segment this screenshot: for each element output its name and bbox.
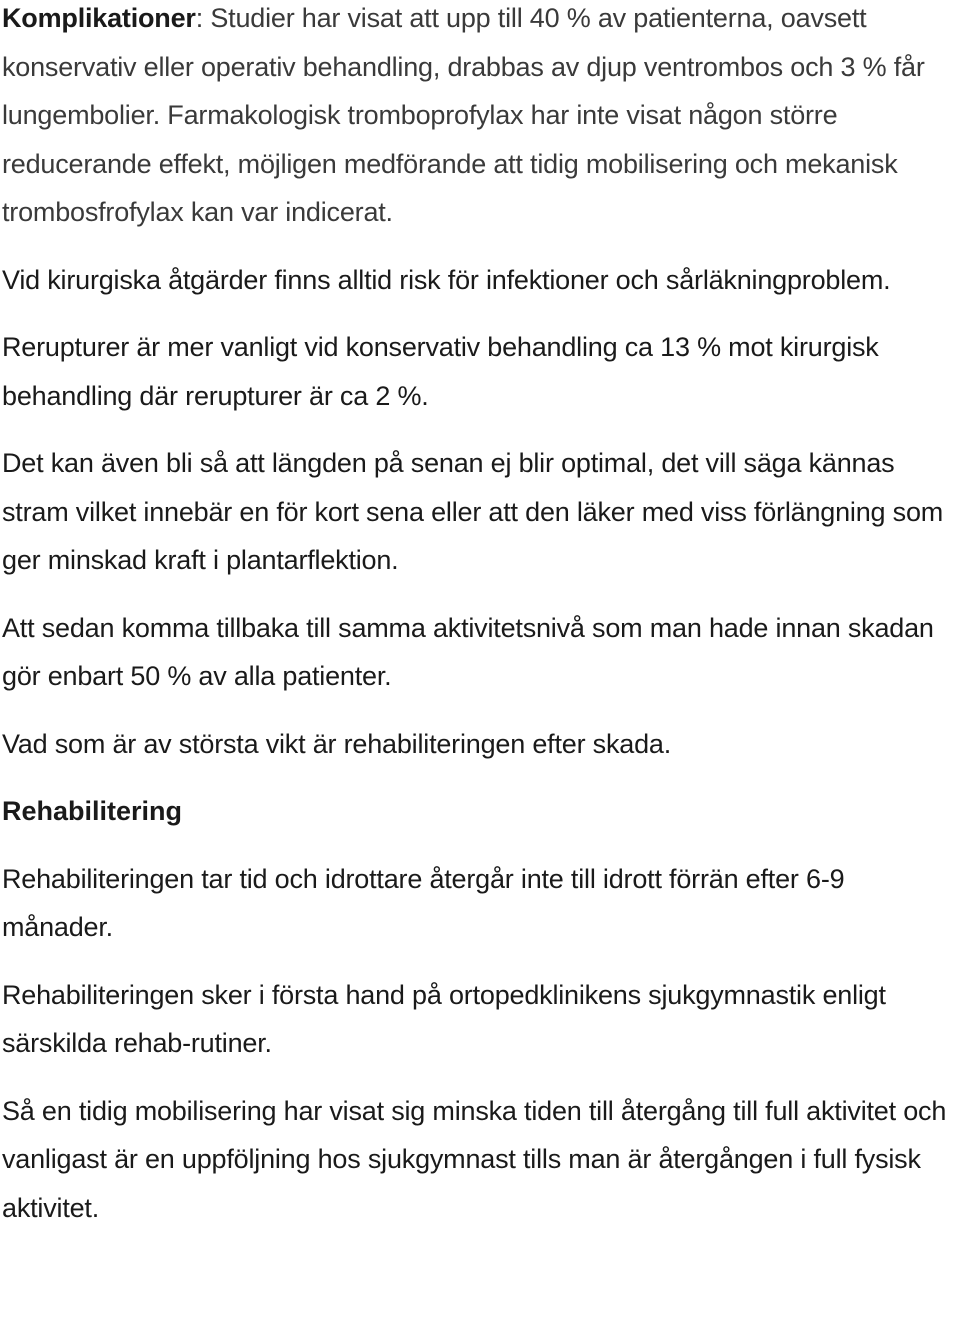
paragraph-tendon-length: Det kan även bli så att längden på senan ej blir optimal, det vill säga kännas stram vilket innebär en för kort sena eller att den läker med viss förlängning som ger minskad kraft i plantarflektion. (2, 448, 944, 575)
complications-label: Komplikationer (2, 3, 196, 33)
complications-text: : Studier har visat att upp till 40 % av patienterna, oavsett konservativ eller operativ behandling, drabbas av djup ventrombos och 3 % får lungembolier. Farmakologisk tromboprofylax har inte visat någon större reducerande effekt, möjligen medförande att tidig mobilisering och mekanisk trombosfrofylax kan var indicerat. (2, 3, 925, 227)
paragraph-activity-level: Att sedan komma tillbaka till samma aktivitetsnivå som man hade innan skadan gör enbart 50 % av alla patienter. (2, 612, 934, 691)
complications-paragraph (2, 0, 960, 237)
paragraph-surgical-risk: Vid kirurgiska åtgärder finns alltid risk för infektioner och sårläkningproblem. (2, 264, 891, 295)
paragraph-rehab-importance: Vad som är av största vikt är rehabiliteringen efter skada. (2, 728, 672, 759)
paragraph-rehab-time: Rehabiliteringen tar tid och idrottare återgår inte till idrott förrän efter 6-9 månader. (2, 863, 845, 942)
paragraph-early-mobilization: Så en tidig mobilisering har visat sig minska tiden till återgång till full aktivitet och vanligast är en uppföljning hos sjukgymnast tills man är återgången i full fysisk aktivitet. (2, 1095, 947, 1223)
rehab-heading: Rehabilitering (2, 796, 183, 826)
paragraph-rehab-location: Rehabiliteringen sker i första hand på ortopedklinikens sjukgymnastik enligt särskilda rehab-rutiner. (2, 979, 886, 1058)
paragraph-reruptures: Rerupturer är mer vanligt vid konservativ behandling ca 13 % mot kirurgisk behandling där rerupturer är ca 2 %. (2, 332, 879, 411)
